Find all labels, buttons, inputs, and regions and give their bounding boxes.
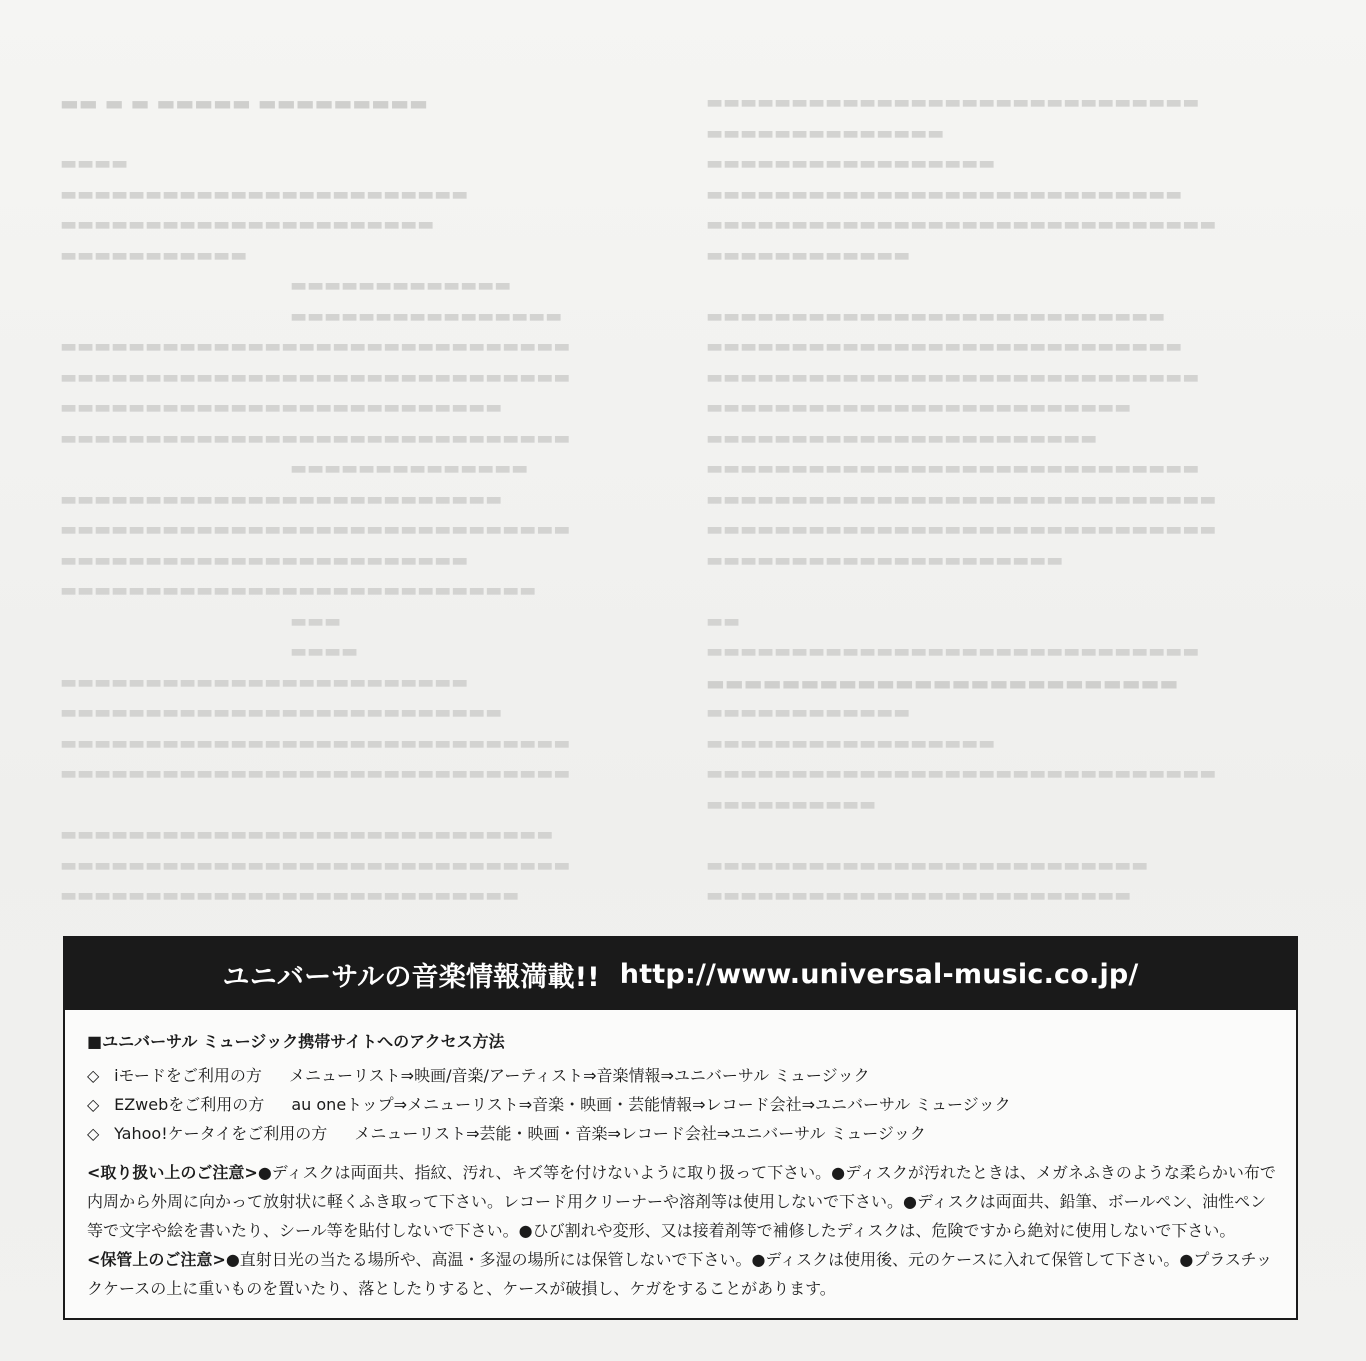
show-through-text-left: ▬▬ ▬ ▬ ▬▬▬▬▬ ▬▬▬▬▬▬▬▬▬ ▬▬▬▬ ▬▬▬▬▬▬▬▬▬▬▬▬▬▬▬▬▬▬▬▬▬▬▬▬ ▬▬▬▬▬▬▬▬▬▬▬▬▬▬▬▬▬▬▬▬▬▬ ▬▬▬▬▬▬▬▬▬▬▬ ▬▬▬▬▬▬▬▬▬▬▬▬▬ ▬▬▬▬▬▬▬▬▬▬▬▬▬▬▬▬ ▬▬▬▬▬▬▬▬▬▬▬▬▬▬▬▬▬▬▬▬▬▬▬▬▬▬▬▬▬▬ ▬▬▬▬▬▬▬▬▬▬▬▬▬▬▬▬▬▬▬▬▬▬▬▬▬▬▬▬▬▬ ▬▬▬▬▬▬▬▬▬▬▬▬▬▬▬▬▬▬▬▬▬▬▬▬▬▬ ▬▬▬▬▬▬▬▬▬▬▬▬▬▬▬▬▬▬▬▬▬▬▬▬▬▬▬▬▬▬ ▬▬▬▬▬▬▬▬▬▬▬▬▬▬ ▬▬▬▬▬▬▬▬▬▬▬▬▬▬▬▬▬▬▬▬▬▬▬▬▬▬ ▬▬▬▬▬▬▬▬▬▬▬▬▬▬▬▬▬▬▬▬▬▬▬▬▬▬▬▬▬▬ ▬▬▬▬▬▬▬▬▬▬▬▬▬▬▬▬▬▬▬▬▬▬▬▬ ▬▬▬▬▬▬▬▬▬▬▬▬▬▬▬▬▬▬▬▬▬▬▬▬▬▬▬▬ ▬▬▬ ▬▬▬▬ ▬▬▬▬▬▬▬▬▬▬▬▬▬▬▬▬▬▬▬▬▬▬▬▬ ▬▬▬▬▬▬▬▬▬▬▬▬▬▬▬▬▬▬▬▬▬▬▬▬▬▬ ▬▬▬▬▬▬▬▬▬▬▬▬▬▬▬▬▬▬▬▬▬▬▬▬▬▬▬▬▬▬ ▬▬▬▬▬▬▬▬▬▬▬▬▬▬▬▬▬▬▬▬▬▬▬▬▬▬▬▬▬▬ ▬▬▬▬▬▬▬▬▬▬▬▬▬▬▬▬▬▬▬▬▬▬▬▬▬▬▬▬▬ ▬▬▬▬▬▬▬▬▬▬▬▬▬▬▬▬▬▬▬▬▬▬▬▬▬▬▬▬▬▬ ▬▬▬▬▬▬▬▬▬▬▬▬▬▬▬▬▬▬▬▬▬▬▬▬▬▬▬ [60, 91, 571, 906]
diamond-bullet-icon: ◇ [87, 1124, 100, 1143]
show-through-text-right: ▬▬▬▬▬▬▬▬▬▬▬▬▬▬▬▬▬▬▬▬▬▬▬▬▬▬▬▬▬ ▬▬▬▬▬▬▬▬▬▬▬▬▬▬ ▬▬▬▬▬▬▬▬▬▬▬▬▬▬▬▬▬ ▬▬▬▬▬▬▬▬▬▬▬▬▬▬▬▬▬▬▬▬▬▬▬▬▬▬▬▬ ▬▬▬▬▬▬▬▬▬▬▬▬▬▬▬▬▬▬▬▬▬▬▬▬▬▬▬▬▬▬ ▬▬▬▬▬▬▬▬▬▬▬▬ ▬▬▬▬▬▬▬▬▬▬▬▬▬▬▬▬▬▬▬▬▬▬▬▬▬▬▬ ▬▬▬▬▬▬▬▬▬▬▬▬▬▬▬▬▬▬▬▬▬▬▬▬▬▬▬▬ ▬▬▬▬▬▬▬▬▬▬▬▬▬▬▬▬▬▬▬▬▬▬▬▬▬▬▬▬▬ ▬▬▬▬▬▬▬▬▬▬▬▬▬▬▬▬▬▬▬▬▬▬▬▬▬ ▬▬▬▬▬▬▬▬▬▬▬▬▬▬▬▬▬▬▬▬▬▬▬ ▬▬▬▬▬▬▬▬▬▬▬▬▬▬▬▬▬▬▬▬▬▬▬▬▬▬▬▬▬ ▬▬▬▬▬▬▬▬▬▬▬▬▬▬▬▬▬▬▬▬▬▬▬▬▬▬▬▬▬▬ ▬▬▬▬▬▬▬▬▬▬▬▬▬▬▬▬▬▬▬▬▬▬▬▬▬▬▬▬▬▬ ▬▬▬▬▬▬▬▬▬▬▬▬▬▬▬▬▬▬▬▬▬ ▬▬ ▬▬▬▬▬▬▬▬▬▬▬▬▬▬▬▬▬▬▬▬▬▬▬▬▬▬▬▬▬ ▬▬▬▬▬▬▬▬▬▬▬▬▬▬▬▬▬▬▬▬▬▬▬▬▬ ▬▬▬▬▬▬▬▬▬▬▬▬ ▬▬▬▬▬▬▬▬▬▬▬▬▬▬▬▬▬ ▬▬▬▬▬▬▬▬▬▬▬▬▬▬▬▬▬▬▬▬▬▬▬▬▬▬▬▬▬▬ ▬▬▬▬▬▬▬▬▬▬ ▬▬▬▬▬▬▬▬▬▬▬▬▬▬▬▬▬▬▬▬▬▬▬▬▬▬ ▬▬▬▬▬▬▬▬▬▬▬▬▬▬▬▬▬▬▬▬▬▬▬▬▬ [706, 92, 1217, 906]
access-path: メニューリスト⇒映画/音楽/アーティスト⇒音楽情報⇒ユニバーサル ミュージック [289, 1066, 870, 1085]
access-row-yahoo [87, 1119, 1296, 1148]
mobile-access-title: ■ユニバーサル ミュージック携帯サイトへのアクセス方法 [87, 1032, 505, 1051]
universal-info-box [63, 936, 1298, 1320]
access-row-ezweb [87, 1090, 1296, 1119]
universal-banner [65, 938, 1296, 1010]
care-notes [87, 1158, 1296, 1303]
access-label: iモードをご利用の方 [114, 1066, 262, 1085]
access-row-imode [87, 1061, 1296, 1090]
diamond-bullet-icon: ◇ [87, 1095, 100, 1114]
access-label: EZwebをご利用の方 [114, 1095, 265, 1114]
handling-text: ●ディスクは両面共、指紋、汚れ、キズ等を付けないように取り扱って下さい。●ディスクが汚れたときは、メガネふきのような柔らかい布で内周から外周に向かって放射状に軽くふき取って下さい。レコード用クリーナーや溶剤等は使用しないで下さい。●ディスクは両面共、鉛筆、ボールペン、油性ペン等で文字や絵を書いたり、シール等を貼付しないで下さい。●ひび割れや変形、又は接着剤等で補修したディスクは、危険ですから絶対に使用しないで下さい。 [87, 1163, 1276, 1240]
storage-text: ●直射日光の当たる場所や、高温・多湿の場所には保管しないで下さい。●ディスクは使用後、元のケースに入れて保管して下さい。●プラスチックケースの上に重いものを置いたり、落としたりすると、ケースが破損し、ケガをすることがあります。 [87, 1250, 1273, 1298]
handling-note [87, 1158, 1278, 1245]
storage-heading: <保管上のご注意> [87, 1250, 226, 1269]
handling-heading: <取り扱い上のご注意> [87, 1163, 258, 1182]
banner-title: ユニバーサルの音楽情報満載!! [222, 961, 600, 993]
access-path: メニューリスト⇒芸能・映画・音楽⇒レコード会社⇒ユニバーサル ミュージック [354, 1124, 926, 1143]
info-content [65, 1010, 1296, 1303]
diamond-bullet-icon: ◇ [87, 1066, 100, 1085]
storage-note [87, 1245, 1278, 1303]
access-label: Yahoo!ケータイをご利用の方 [114, 1124, 328, 1143]
access-path: au oneトップ⇒メニューリスト⇒音楽・映画・芸能情報⇒レコード会社⇒ユニバーサル ミュージック [291, 1095, 1011, 1114]
banner-url-link[interactable]: http://www.universal-music.co.jp/ [619, 958, 1139, 990]
